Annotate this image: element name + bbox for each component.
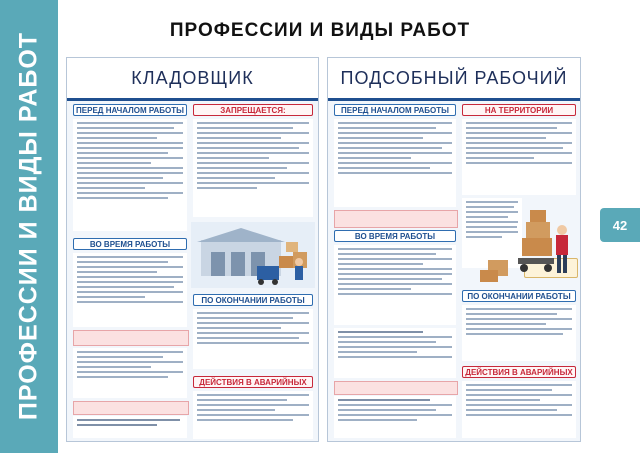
section-title-emergency: ДЕЙСТВИЯ В АВАРИЙНЫХ — [462, 366, 576, 378]
text-block-forbidden — [193, 119, 313, 217]
text-block-after — [193, 309, 313, 369]
page-number: 42 — [600, 208, 640, 242]
text-block-emergency — [193, 391, 313, 439]
worker-illustration — [478, 204, 576, 286]
text-block-manual-tools — [334, 396, 456, 438]
page-title: ПРОФЕССИИ И ВИДЫ РАБОТ — [169, 20, 471, 41]
section-title-during: ВО ВРЕМЯ РАБОТЫ — [73, 238, 187, 250]
poster-auxiliary-worker — [327, 57, 581, 442]
note-block-safety — [334, 381, 458, 395]
poster-header — [67, 58, 318, 101]
note-block-important — [334, 210, 458, 228]
text-block-before — [334, 119, 456, 207]
section-title-after: ПО ОКОНЧАНИИ РАБОТЫ — [193, 294, 313, 306]
note-block-cargo — [73, 330, 189, 346]
text-block-before — [73, 119, 187, 231]
poster-title: ПОДСОБНЫЙ РАБОЧИЙ — [340, 68, 568, 88]
poster-storekeeper — [66, 57, 319, 442]
poster-header — [328, 58, 580, 101]
text-block-during — [334, 245, 456, 325]
text-block-territory — [462, 119, 576, 195]
section-title-before: ПЕРЕД НАЧАЛОМ РАБОТЫ — [334, 104, 456, 116]
section-title-before: ПЕРЕД НАЧАЛОМ РАБОТЫ — [73, 104, 187, 116]
text-block-emergency — [462, 381, 576, 438]
section-title-during: ВО ВРЕМЯ РАБОТЫ — [334, 230, 456, 242]
section-title-forbidden: ЗАПРЕЩАЕТСЯ: — [193, 104, 313, 116]
poster-title: КЛАДОВЩИК — [131, 68, 254, 88]
text-block-during-2 — [73, 348, 187, 398]
text-block-weight — [73, 416, 187, 438]
side-title: ПРОФЕССИИ И ВИДЫ РАБОТ — [14, 31, 43, 421]
section-title-emergency: ДЕЙСТВИЯ В АВАРИЙНЫХ — [193, 376, 313, 388]
note-block-loading — [73, 401, 189, 415]
text-block-during — [73, 253, 187, 327]
text-block-after — [462, 305, 576, 361]
text-block-loading — [334, 328, 456, 378]
warehouse-illustration — [191, 222, 315, 288]
section-title-territory: НА ТЕРРИТОРИИ — [462, 104, 576, 116]
sidebar — [0, 0, 58, 453]
section-title-after: ПО ОКОНЧАНИИ РАБОТЫ — [462, 290, 576, 302]
